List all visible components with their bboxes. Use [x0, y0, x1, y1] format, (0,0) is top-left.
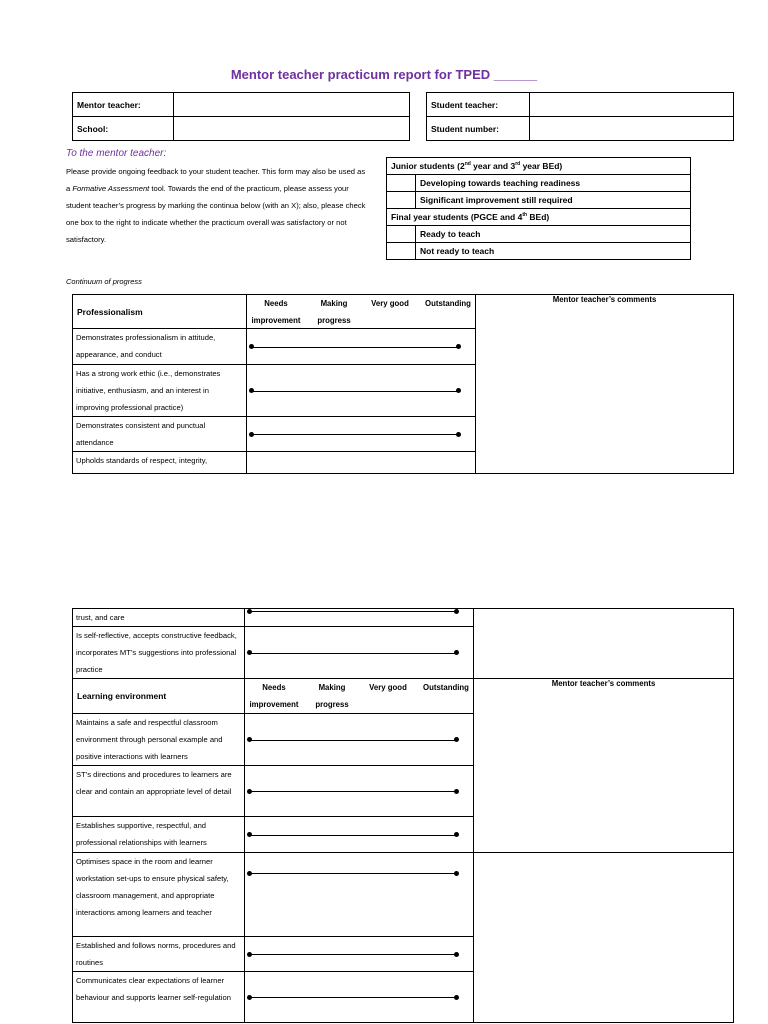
scale-header	[245, 679, 474, 714]
continuum-slider[interactable]	[245, 972, 474, 1023]
learning-table	[72, 608, 734, 1023]
intro-paragraph: Please provide ongoing feedback to your student teacher. This form may also be used as a Formative Assessment tool. Towards the end of the practicum, please assess your student teacher’s progress by marking the continua below (with an X); also, please check one box to the right to indicate whether the practicum overall was satisfactory or not satisfactory.	[66, 167, 366, 244]
intro-heading: To the mentor teacher:	[66, 148, 167, 159]
option-developing: Developing towards teaching readiness	[416, 175, 691, 192]
continuum-slider[interactable]	[247, 452, 476, 474]
professionalism-table	[72, 294, 734, 474]
making-label: Making	[318, 683, 346, 692]
continuum-slider[interactable]	[247, 329, 476, 365]
comments-cell[interactable]	[474, 609, 734, 679]
student-teacher-field[interactable]	[530, 93, 734, 117]
outstanding-label: Outstanding	[423, 683, 469, 692]
improvement-label: improvement	[249, 700, 299, 709]
continuum-slider[interactable]	[245, 609, 474, 627]
progress-label: progress	[315, 700, 349, 709]
checkbox-ready[interactable]	[387, 226, 416, 243]
learning-item-5: Established and follows norms, procedures and routines	[73, 937, 245, 972]
prof-item-2: Has a strong work ethic (i.e., demonstrates initiative, enthusiasm, and an interest in improving professional practice)	[73, 365, 247, 417]
mentor-teacher-field[interactable]	[174, 93, 410, 117]
continuum-slider[interactable]	[245, 817, 474, 853]
learning-item-3: Establishes supportive, respectful, and professional relationships with learners	[73, 817, 245, 853]
option-ready: Ready to teach	[416, 226, 691, 243]
learning-item-6: Communicates clear expectations of learner behaviour and supports learner self-regulation	[73, 972, 245, 1023]
school-field[interactable]	[174, 117, 410, 141]
needs-label: Needs	[262, 683, 286, 692]
mentor-info-table	[72, 92, 410, 141]
learning-item-1: Maintains a safe and respectful classroom environment through personal example and positive interactions with learners	[73, 714, 245, 766]
option-significant: Significant improvement still required	[416, 192, 691, 209]
improvement-label: improvement	[251, 316, 301, 325]
continuum-slider[interactable]	[245, 627, 474, 679]
student-number-field[interactable]	[530, 117, 734, 141]
prof-item-1: Demonstrates professionalism in attitude, appearance, and conduct	[73, 329, 247, 365]
professionalism-heading: Professionalism	[73, 295, 247, 329]
prof-item-5: Is self-reflective, accepts constructive feedback, incorporates MT’s suggestions into professional practice	[73, 627, 245, 679]
checkbox-not-ready[interactable]	[387, 243, 416, 260]
scale-header	[247, 295, 476, 329]
student-teacher-label: Student teacher:	[427, 93, 530, 117]
very-good-label: Very good	[369, 683, 407, 692]
page-title: Mentor teacher practicum report for TPED ______	[230, 67, 538, 82]
learning-item-4: Optimises space in the room and learner workstation set-ups to ensure physical safety, classroom management, and appropriate interactions among learners and teacher	[73, 853, 245, 937]
prof-item-3: Demonstrates consistent and punctual attendance	[73, 417, 247, 452]
comments-heading: Mentor teacher’s comments	[474, 679, 734, 853]
very-good-label: Very good	[371, 299, 409, 308]
student-info-table	[426, 92, 734, 141]
learning-heading: Learning environment	[73, 679, 245, 714]
mentor-teacher-label: Mentor teacher:	[73, 93, 174, 117]
continuum-slider[interactable]	[245, 714, 474, 766]
needs-label: Needs	[264, 299, 288, 308]
final-heading: Final year students (PGCE and 4th BEd)	[387, 209, 691, 226]
checkbox-significant[interactable]	[387, 192, 416, 209]
comments-cell[interactable]	[474, 853, 734, 1023]
outstanding-label: Outstanding	[425, 299, 471, 308]
continuum-slider[interactable]	[245, 766, 474, 817]
continuum-slider[interactable]	[245, 853, 474, 937]
readiness-table	[386, 157, 691, 260]
school-label: School:	[73, 117, 174, 141]
continuum-slider[interactable]	[245, 937, 474, 972]
student-number-label: Student number:	[427, 117, 530, 141]
prof-item-4: Upholds standards of respect, integrity,	[73, 452, 247, 474]
continuum-slider[interactable]	[247, 417, 476, 452]
junior-heading: Junior students (2nd year and 3rd year BEd)	[387, 158, 691, 175]
comments-heading: Mentor teacher’s comments	[476, 295, 734, 474]
prof-item-4-cont: trust, and care	[73, 609, 245, 627]
making-label: Making	[320, 299, 348, 308]
option-not-ready: Not ready to teach	[416, 243, 691, 260]
continuum-slider[interactable]	[247, 365, 476, 417]
continuum-label: Continuum of progress	[66, 277, 142, 286]
progress-label: progress	[317, 316, 351, 325]
checkbox-developing[interactable]	[387, 175, 416, 192]
learning-item-2: ST’s directions and procedures to learners are clear and contain an appropriate level of detail	[73, 766, 245, 817]
